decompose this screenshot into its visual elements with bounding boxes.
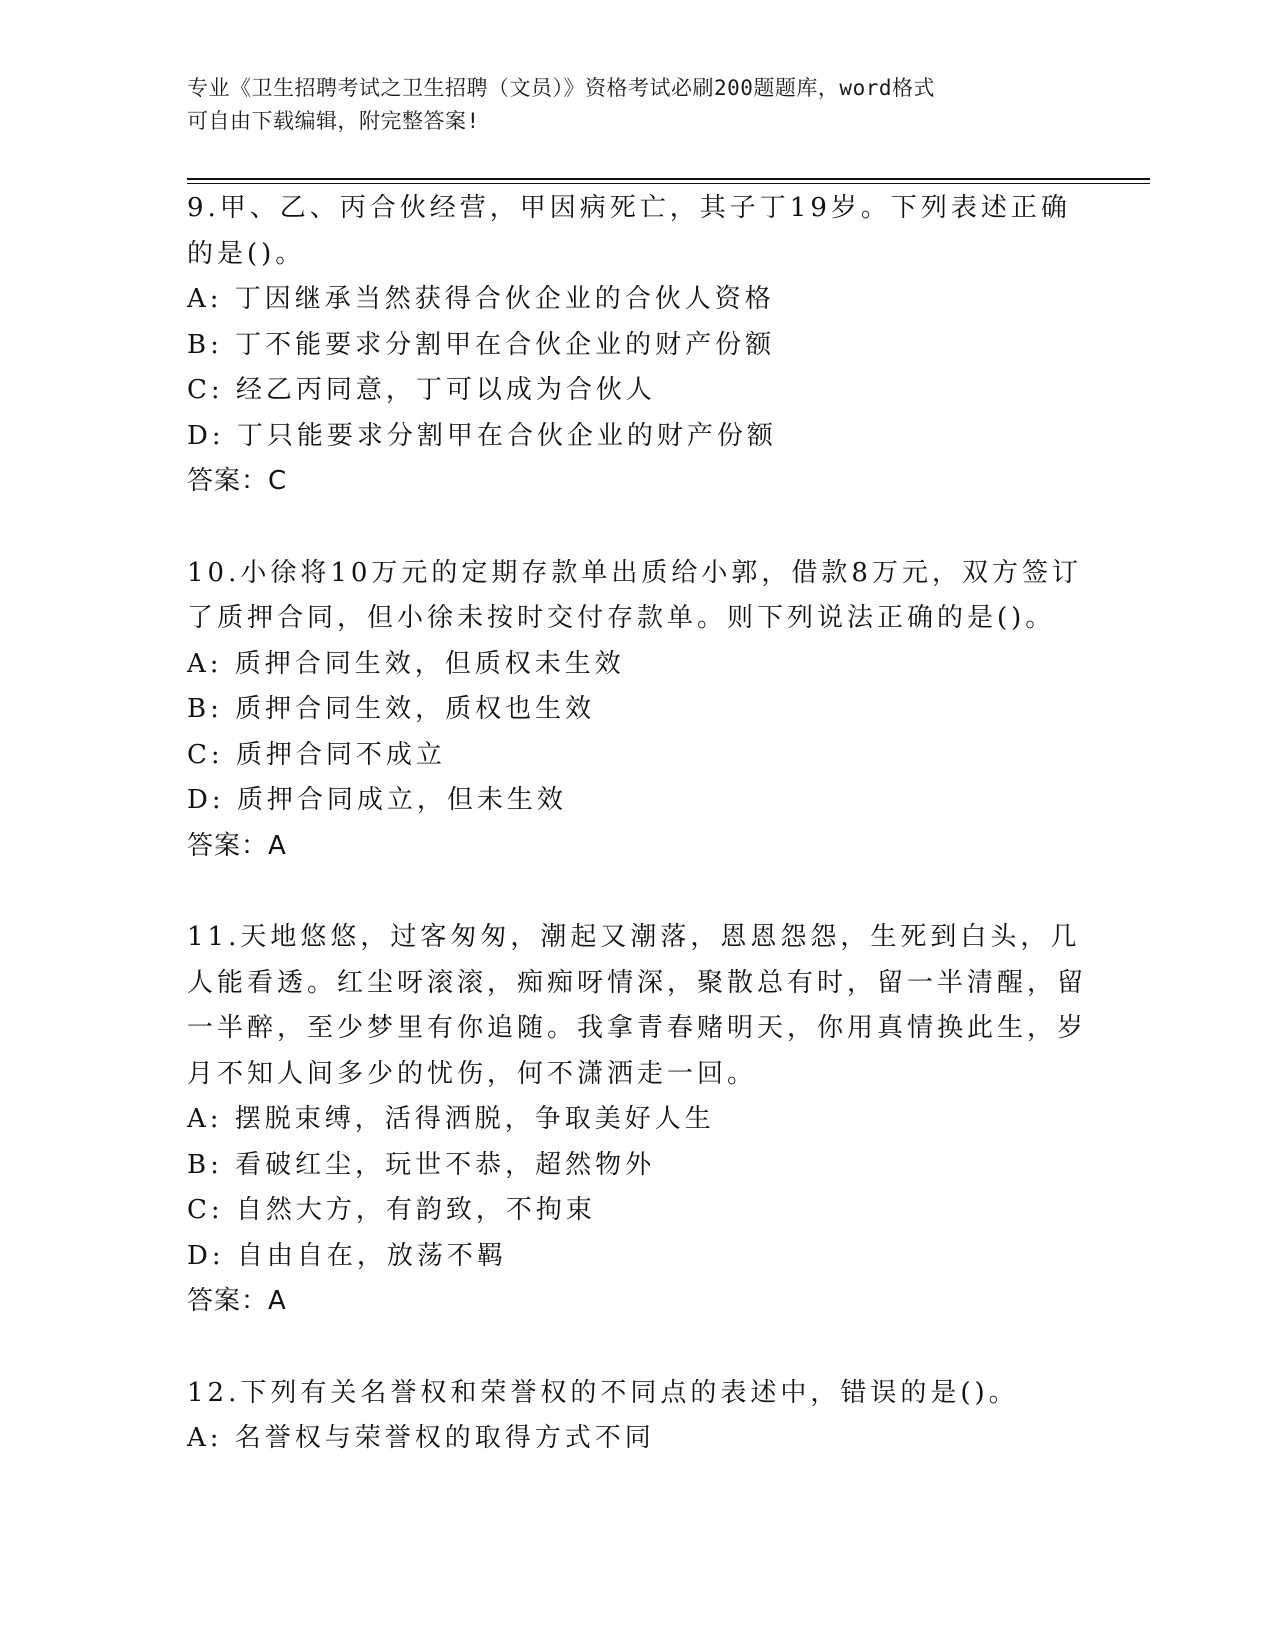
option-b: B: 丁不能要求分割甲在合伙企业的财产份额: [187, 329, 776, 360]
header-line-1: 专业《卫生招聘考试之卫生招聘（文员）》资格考试必刷200题题库，word格式: [187, 76, 935, 100]
option-a: A: 丁因继承当然获得合伙企业的合伙人资格: [187, 284, 775, 314]
answer-line: [187, 459, 1087, 505]
option-a: A: 名誉权与荣誉权的取得方式不同: [187, 1423, 655, 1453]
question-list: [187, 186, 1087, 1508]
option-c: C: 经乙丙同意，丁可以成为合伙人: [187, 375, 656, 405]
option-b: B: 看破红尘，玩世不恭，超然物外: [187, 1149, 656, 1180]
question-9: [187, 186, 1087, 505]
answer-line: [187, 1279, 1087, 1325]
header-rule-thick: [187, 178, 1150, 180]
header-rule-thin: [187, 183, 1150, 184]
option-a: A: 摆脱束缚，活得洒脱，争取美好人生: [187, 1104, 715, 1134]
answer-label: 答案：: [187, 1286, 269, 1316]
answer-label: 答案：: [187, 466, 269, 496]
option-d: D: 自由自在，放荡不羁: [187, 1240, 507, 1271]
question-stem: 10.小徐将10万元的定期存款单出质给小郭，借款8万元，双方签订了质押合同，但小徐未按时交付存款单。则下列说法正确的是()。: [187, 557, 1082, 633]
answer-label: 答案：: [187, 830, 269, 861]
option-c: C: 自然大方，有韵致，不拘束: [187, 1195, 596, 1225]
question-10: [187, 551, 1087, 870]
header-line-2: 可自由下载编辑，附完整答案!: [187, 109, 480, 133]
document-header: [187, 72, 1087, 138]
question-stem: 9.甲、乙、丙合伙经营，甲因病死亡，其子丁19岁。下列表述正确的是()。: [187, 193, 1071, 269]
option-c: C: 质押合同不成立: [187, 739, 446, 770]
answer-value: A: [268, 830, 287, 861]
answer-value: C: [268, 466, 288, 496]
question-11: [187, 915, 1087, 1325]
option-d: D: 质押合同成立，但未生效: [187, 785, 567, 815]
option-d: D: 丁只能要求分割甲在合伙企业的财产份额: [187, 420, 777, 451]
option-b: B: 质押合同生效，质权也生效: [187, 694, 596, 724]
answer-value: A: [268, 1286, 287, 1316]
question-12: [187, 1371, 1087, 1462]
question-stem: 11.天地悠悠，过客匆匆，潮起又潮落，恩恩怨怨，生死到白头，几人能看透。红尘呀滚滚，痴痴呀情深，聚散总有时，留一半清醒，留一半醉，至少梦里有你追随。我拿青春赌明天，你用真情换此生，岁月不知人间多少的忧伤，何不潇洒走一回。: [187, 922, 1088, 1089]
question-stem: 12.下列有关名誉权和荣誉权的不同点的表述中，错误的是()。: [187, 1377, 1019, 1408]
answer-line: [187, 824, 1087, 870]
option-a: A: 质押合同生效，但质权未生效: [187, 648, 625, 679]
